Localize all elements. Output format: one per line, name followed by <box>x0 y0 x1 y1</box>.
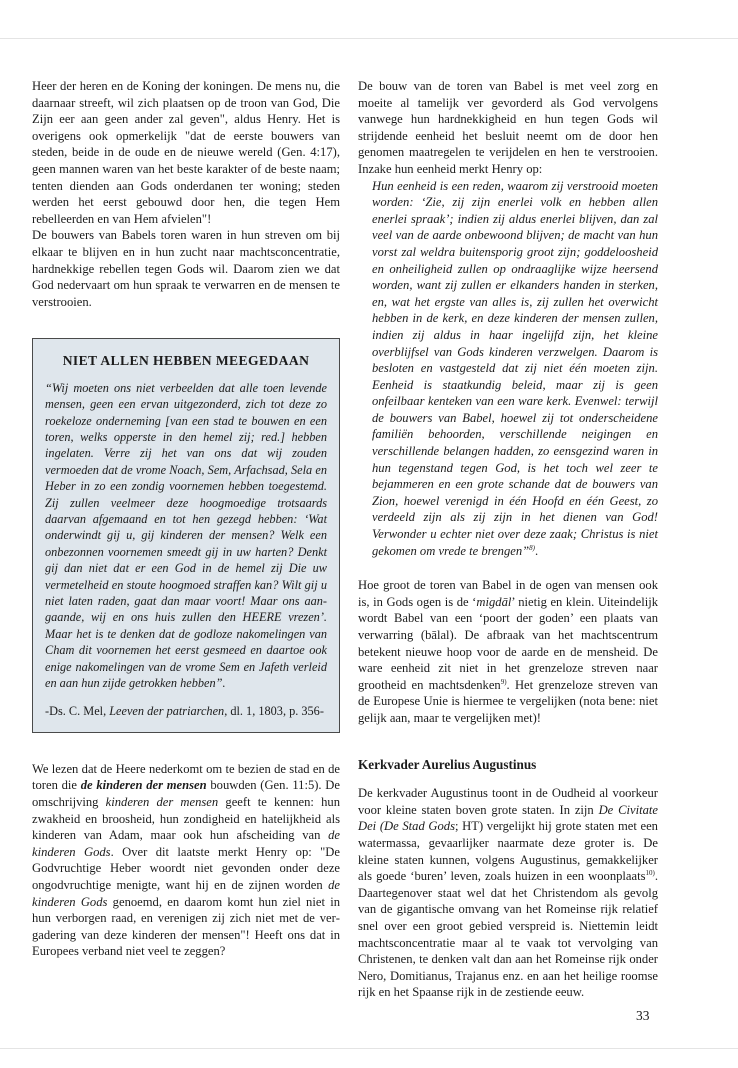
text-run: De kerkvader Augustinus toont in de Oudheid al voorkeur voor kleine staten boven grote staten. In zijn <box>358 786 658 817</box>
right-paragraph-2 <box>358 577 658 726</box>
text-run: Hoe groot de toren van Babel in de ogen van mensen ook is, in Gods ogen is de ‘ <box>358 578 658 609</box>
text-run: . Over dit laatste merkt Henry op: "De Godvruchtige Heber woordt niet gevonden onder deze ongodvruchtige menigte, want hij en de zijnen worden <box>32 844 340 892</box>
top-rule <box>0 38 738 39</box>
footnote-ref: 8) <box>529 543 535 552</box>
right-paragraph-1: De bouw van de toren van Babel is met veel zorg en moeite al tamelijk ver gevorderd als God vervolgens vanwege hun hardnekkigheid en hun tegen Gods wil strijdende eenheid het besluit neemt om de door hen genomen maatregelen te verijdelen en hen te verstrooien. Inzake hun eenheid merkt Henry op: <box>358 79 658 176</box>
emphasis-run: de kinderen Gods <box>32 878 340 909</box>
text-run: geeft te kennen: hun zwakheid en broosheid, hun zondigheid en hatelijkheid als kinderen van Adam, maar ook hun afscheiding van <box>32 795 340 843</box>
section-heading: Kerkvader Aurelius Augustinus <box>358 756 537 772</box>
source-details: , dl. 1, 1803, p. 356- <box>224 704 324 719</box>
source-title: Leeven der patriarchen <box>109 704 225 719</box>
footnote-ref: 9) <box>500 677 507 686</box>
emphasis-run: De Civitate Dei (De Stad Gods <box>358 802 658 834</box>
text-run: ’ nietig en klein. Uiteindelijk wordt Babel van een ‘poort der goden’ een plaats van verwarring (bālal). De afbraak van het machtscentrum betekent nieuwe hoop voor de aarde en de mensheid. De ware eenheid zit niet in het grenzeloze streven naar grootheid en machtsdenken <box>358 594 658 692</box>
emphasis-run: migdāl <box>476 594 512 609</box>
text-run: ; HT) vergelijkt hij grote staten met een watermassa, gevaarlijker naarmate deze groter is. De kleine staten kunnen, volgens Augustinus, gemakkelijker als goede ‘buren’ leven, zoals huizen in een woonplaats <box>358 819 658 884</box>
text-run: . Het grenzeloze streven van de Europese Unie is hiermee te vergelijken (nota bene: niet gelijk aan, maar te vergelijken met)! <box>358 677 658 725</box>
text-run: We lezen dat de Heere nederkomt om te bezien de stad en de toren die <box>32 761 340 793</box>
right-column <box>358 78 658 1001</box>
source-author: -Ds. C. Mel, <box>45 704 110 719</box>
sidebar-box-title: NIET ALLEN HEBBEN MEEGEDAAN <box>62 353 310 369</box>
henry-quote <box>358 178 658 560</box>
left-paragraph-2: De bouwers van Babels toren waren in hun streven om bij elkaar te blijven en in hun zucht naar machtsconcentratie, hardnekkige rebellen tegen Gods wil. Daarom zien we dat God nedervaart om hun spraak te verwarren en de mensen te verstrooien. <box>32 228 340 309</box>
left-paragraph-1: Heer der heren en de Koning der koningen. De mens nu, die daarnaar streeft, wil zich plaatsen op de troon van God, Die Zijn eer aan geen ander zal geven", aldus Henry. Het is overigens ook opmerkelijk "dat de eerste bouwers van steden, beide in de oude en de nieuwe wereld (Gen. 4:17), geen mannen waren van het beste karakter of de beste naam; tenten dienden aan Gods onderdanen ter woning; steden werden het eerst gebouwd door hen, die tegen Hem rebelleerden en van Hem afvielen"! <box>32 79 340 226</box>
bottom-rule <box>0 1048 738 1049</box>
quote-text: Hun eenheid is een reden, waarom zij verstrooid moeten worden: ‘Zie, zij zijn enerlei volk en hebben allen enerlei spraak’; indien zij aldus enerlei blijven, dan zal veel van de aarde onbewoond blijven; de macht van hun vorst zal weldra buitensporig groot zijn; goddeloosheid en onheiligheid zullen op ondraaglijke wijze heersend worden, want zij zullen er elkanders handen in sterken, en, wat het ergste van alles is, zij zullen het overwicht hebben in de kerk, en deze kinderen der mensen zullen, indien zij aldus in haar ingelijfd zijn, het kleine overblijfsel van Gods kinderen verzwelgen. Daarom is besloten en vastgesteld dat zij niet één moeten zijn. Eenheid is staatkundig beleid, maar zij is geen onfeilbaar kenteken van een ware kerk. Evenwel: terwijl de bouwers van Babel, hoewel zij tot onderscheidene familiën behoorden, verschillende neigingen en verschillende belangen hadden, zo eensgezind waren in hun tegenstand tegen God, is het toch wel zeer te bejammeren en een grote schande dat de bouwers van Zion, hoewel verenigd in één Hoofd en één Geest, zo verdeeld zijn als zij zijn in het dienen van God! Verwonder u echter niet over deze zaak; Christus is niet gekomen om vrede te brengen” <box>372 178 658 558</box>
sidebar-box-quote: “Wij moeten ons niet verbeelden dat alle toen levende mensen, geen een ervan uitgezonderd, zich tot deze zo roekeloze onderneming [van een stad te bouwen en een toren, welks opperste in den hemel zij; red.] hebben ingelaten. Verre zij het van ons dat wij zouden vermoeden dat de vrome Noach, Sem, Arfachsad, Sela en Heber in zo een zondig voornemen hebben toegestemd. Zij zullen veelmeer deze hoogmoedige trotsaards daarvan afgemaand en tot hen gezegd hebben: ‘Wat onderwindt gij u, gij kinderen der mensen? Welk een onbezonnen voornemen smeedt gij in uw harten? Denkt gij dan niet dat er een God in de hemel zij Die uw vermetelheid en stoute hoogmoed straffen kan? Wilt gij u niet laten raden, gaat dan maar voort! Maar ons aangaande, wij en ons huis zullen den HEERE vrezen’. Maar het is te denken dat de godloze nakomelingen van Cham dit voornemen het eerst gesmeed en daartoe ook enige nakomelingen van de vrome Sem en Jafeth verleid en aan hun zijde getrokken hebben”. <box>45 380 327 691</box>
left-paragraph-3 <box>32 761 340 960</box>
text-run-plain: bouwden (Gen. 11:5). De omschrijving <box>32 778 340 810</box>
text-run: . Daartegenover staat wel dat het Christendom als gevolg van de gigantische omvang van het Romeinse rijk relatief snel over een groot gebied verspreid is. Niettemin leidt machtsconcentratie maar al te vaak tot vervolging van Christenen, te denken valt dan aan het Romeinse rijk onder Nero, Domitianus, Trajanus enz. en aan het heilige roomse rijk en het Spaanse rijk in de zestiende eeuw. <box>358 869 658 1000</box>
emphasis-run: de kinderen Gods <box>32 828 340 859</box>
left-column <box>32 78 340 960</box>
text-run: genoemd, en daarom komt hun ziel niet in hun verborgen raad, en verenigen zij zich niet met de vergadering van deze kinderen der mensen"! Heeft ons dat in Europees verband niet veel te zeggen? <box>32 894 340 959</box>
emphasis-run: de kinderen der mensen <box>80 778 207 793</box>
sidebar-box-source <box>45 703 327 719</box>
footnote-ref: 10) <box>645 868 655 877</box>
emphasis-run: kinderen der mensen <box>105 795 219 810</box>
right-paragraph-3 <box>358 785 658 1001</box>
sidebar-box <box>32 338 340 733</box>
page-number: 33 <box>636 1008 650 1023</box>
quote-end: . <box>534 543 539 558</box>
